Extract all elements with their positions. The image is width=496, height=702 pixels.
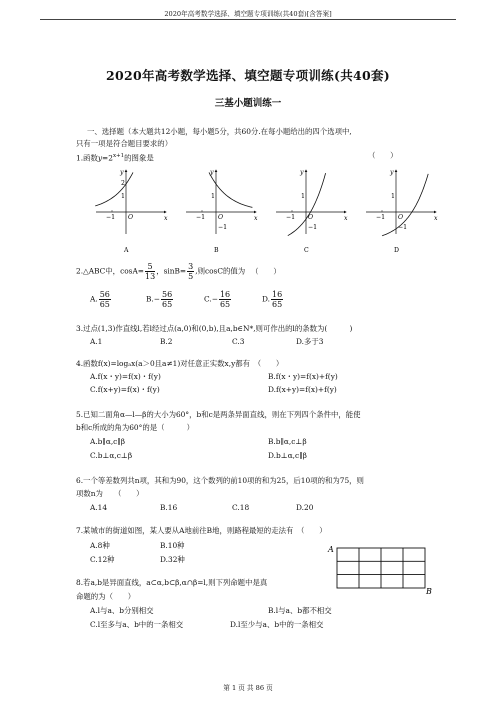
- q7-option-b: B.10种: [160, 541, 185, 550]
- q3-option-b: B.2: [160, 337, 173, 346]
- one-label: 1: [391, 193, 395, 200]
- q8-option-a: A.l与a、b分别相交: [90, 606, 154, 615]
- graph-label: A: [124, 247, 129, 254]
- x-axis-label: x: [164, 215, 168, 222]
- y-axis-label: y: [390, 169, 394, 176]
- graph-label: C: [304, 247, 309, 254]
- q1-graph-b: [186, 169, 258, 254]
- q2-cosA-fraction: [145, 262, 155, 281]
- q2-option-numerator: 56: [161, 290, 173, 299]
- q6-option-d: D.20: [296, 503, 314, 512]
- q2-option-denominator: 65: [219, 300, 231, 309]
- q2-option-label: A.: [90, 294, 98, 304]
- q1-graph-d: [366, 169, 438, 254]
- two-label: 2: [121, 180, 125, 187]
- q1-stem-post: 的图象是: [124, 153, 154, 163]
- section-intro-line-1: 一、选择题（本大题共12小题，每小题5分，共60分.在每小题给出的四个选项中,: [87, 127, 352, 136]
- q2-sinB-den: 5: [188, 272, 194, 281]
- q3-option-d: D.多于3: [296, 337, 324, 346]
- y-axis-label: y: [300, 169, 304, 176]
- q2-option-denominator: 65: [272, 300, 283, 309]
- q1-stem-eq: =2: [102, 153, 113, 163]
- q4-option-d: D.f(x+y)=f(x)+f(y): [268, 385, 337, 394]
- q8-option-b: B.l与a、b都不相交: [268, 606, 332, 615]
- one-label: 1: [211, 193, 215, 200]
- q1-graph-a: [95, 169, 168, 254]
- q2-option-d: [262, 290, 284, 309]
- q6-option-a: A.14: [90, 503, 108, 512]
- curve: [288, 173, 326, 236]
- y-axis-label: y: [210, 169, 214, 176]
- q6-option-b: B.16: [160, 503, 178, 512]
- q1-graph-c: [276, 169, 348, 254]
- q6-stem-line-2: 项数n为 （ ）: [76, 489, 144, 498]
- graph-label: B: [214, 247, 219, 254]
- section-intro-line-2: 只有一项是符合题目要求的）: [76, 139, 173, 148]
- q3-stem: 3.过点(1,3)作直线l,若l经过点(a,0)和(0,b),且a,b∈N*,则可作出的l的条数为( ): [76, 324, 353, 333]
- q2-option-label: B.−: [146, 294, 160, 304]
- q2-answer-paren: （ ）: [251, 266, 281, 276]
- x-axis-label: x: [434, 215, 438, 222]
- q8-stem-line-1: 8.若a,b是异面直线，a⊂α,b⊂β,α∩β=l,则下列命题中是真: [76, 578, 268, 587]
- origin-label: O: [398, 214, 404, 221]
- neg-one-y-label: −1: [308, 224, 318, 231]
- q4-stem: 4.函数f(x)=logₐx(a＞0且a≠1)对任意正实数x,y都有 （ ）: [76, 359, 284, 368]
- q2-option-denominator: 65: [161, 300, 173, 309]
- origin-label: O: [128, 214, 134, 221]
- section-subtitle: 三基小题训练一: [214, 98, 282, 109]
- q2-option-fraction: [271, 290, 283, 309]
- q8-stem-line-2: 命题的为（ ）: [76, 592, 136, 601]
- q2-stem: [76, 262, 281, 281]
- q2-option-fraction: [99, 290, 111, 309]
- q2-sinB-fraction: [187, 262, 194, 281]
- q2-option-c: [204, 290, 232, 309]
- q8-option-c: C.l至多与a、b中的一条相交: [90, 620, 184, 629]
- q2-cosA-num: 5: [145, 262, 155, 272]
- neg-one-label: −1: [196, 214, 206, 221]
- curve: [209, 172, 252, 207]
- curve: [95, 172, 133, 206]
- q3-option-c: C.3: [232, 337, 245, 346]
- q7-point-a: A: [328, 545, 334, 554]
- q2-option-label: D.: [262, 294, 271, 304]
- page-header: 2020年高考数学选择、填空题专项训练(共40套)[含答案]: [164, 10, 332, 18]
- q2-option-numerator: 16: [219, 290, 231, 299]
- document-title: 2020年高考数学选择、填空题专项训练(共40套): [105, 68, 390, 83]
- origin-label: O: [218, 214, 224, 221]
- graph-label: D: [394, 247, 399, 254]
- q2-option-a: [90, 290, 112, 309]
- q1-stem: [76, 151, 154, 163]
- q1-graphs: [90, 166, 450, 258]
- header-rule: [40, 19, 456, 20]
- q6-stem-line-1: 6.一个等差数列共n项，其和为90，这个数列的前10项的和为25，后10项的和为75，则: [76, 476, 364, 485]
- q2-option-denominator: 65: [99, 300, 110, 309]
- q5-option-c: C.b⊥α,c⊥β: [90, 451, 133, 460]
- q6-option-c: C.18: [232, 503, 250, 512]
- q5-option-a: A.b∥α,c∥β: [90, 437, 125, 446]
- q2-option-numerator: 16: [272, 290, 283, 299]
- q2-stem-mid: ，sinB=: [156, 266, 187, 276]
- neg-one-label: −1: [376, 214, 386, 221]
- q7-option-c: C.12种: [90, 555, 115, 564]
- q7-street-grid: [324, 540, 436, 596]
- origin-label: O: [308, 214, 314, 221]
- q5-stem-line-2: b和c所成的角为60°的是（ ）: [76, 423, 195, 432]
- x-axis-label: x: [254, 215, 258, 222]
- q2-sinB-num: 3: [188, 262, 194, 271]
- q2-option-fraction: [161, 290, 173, 309]
- q5-stem-line-1: 5.已知二面角α—l—β的大小为60°，b和c是两条异面直线，则在下列四个条件中，能使: [76, 410, 361, 419]
- q7-option-d: D.32种: [160, 555, 185, 564]
- q7-option-a: A.8种: [90, 541, 110, 550]
- q2-stem-pre: 2.△ABC中，cosA=: [76, 266, 144, 276]
- q4-option-b: B.f(x・y)=f(x)+f(y): [268, 372, 338, 381]
- neg-one-y-label: −1: [218, 224, 228, 231]
- y-axis-label: y: [120, 169, 124, 176]
- neg-one-y-label: −1: [398, 224, 408, 231]
- neg-one-label: −1: [286, 214, 296, 221]
- x-axis-label: x: [344, 215, 348, 222]
- q4-option-a: A.f(x・y)=f(x)・f(y): [90, 372, 161, 381]
- q2-option-fraction: [219, 290, 231, 309]
- q1-stem-pre: 1.函数: [76, 153, 98, 163]
- q2-option-numerator: 56: [99, 290, 110, 299]
- q2-cosA-den: 13: [145, 272, 156, 281]
- one-label: 1: [121, 193, 125, 200]
- one-label: 1: [301, 193, 305, 200]
- q1-answer-paren: （ ）: [368, 151, 398, 160]
- page-footer: 第 1 页 共 86 页: [223, 684, 273, 692]
- q7-point-b: B: [426, 587, 432, 596]
- q5-option-b: B.b∥α,c⊥β: [268, 437, 307, 446]
- q7-stem: 7.某城市的街道如图，某人要从A地前往B地，则路程最短的走法有 （ ）: [76, 526, 327, 535]
- q2-stem-post: ,则cosC的值为: [195, 266, 246, 276]
- q8-option-d: D.l至少与a、b中的一条相交: [230, 620, 324, 629]
- q2-option-b: [146, 290, 174, 309]
- q4-option-c: C.f(x+y)=f(x)・f(y): [90, 385, 160, 394]
- q1-stem-y: y: [97, 153, 103, 163]
- q1-stem-exponent: x+1: [112, 153, 125, 159]
- q5-option-d: D.b⊥α,c∥β: [268, 451, 307, 460]
- neg-one-label: −1: [106, 214, 116, 221]
- q3-option-a: A.1: [90, 337, 103, 346]
- q2-option-label: C.−: [204, 294, 218, 304]
